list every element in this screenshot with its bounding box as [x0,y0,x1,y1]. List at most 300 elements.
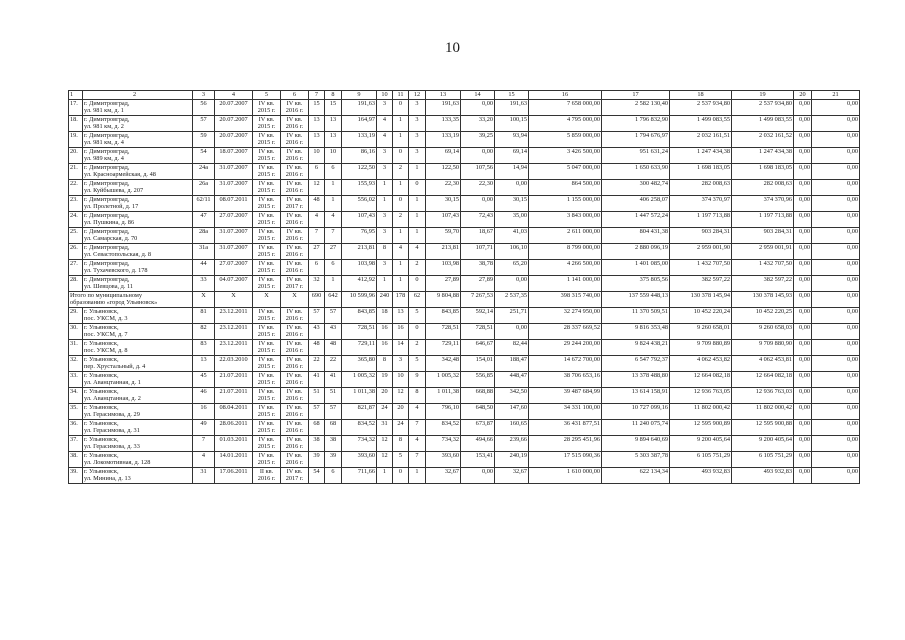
table-cell: 41 [309,372,325,388]
house-no-cell: 47 [193,212,215,228]
table-cell: 4 795 000,00 [529,116,602,132]
end-quarter-cell [281,356,309,372]
table-cell: X [215,292,253,308]
date-cell: 22.03.2010 [215,356,253,372]
house-no-cell: 46 [193,388,215,404]
table-cell: 0,00 [461,196,495,212]
table-cell: 68 [325,420,342,436]
header-cell: 10 [377,91,393,100]
cell-line: ул. Локомотивная, д. 128 [84,459,151,467]
row-number: 34. [69,388,83,404]
table-cell: 10 [393,372,409,388]
cell-line: IV кв. [286,212,303,219]
table-cell: 556,85 [461,372,495,388]
table-cell: 0,00 [495,324,529,340]
cell-line: IV кв. [258,212,275,219]
table-cell: 342,48 [426,356,461,372]
table-cell: 31 [377,420,393,436]
date-cell: 27.07.2007 [215,260,253,276]
table-cell: 494,66 [461,436,495,452]
table-cell: 2 582 130,40 [602,100,670,116]
table-cell: 9 816 353,48 [602,324,670,340]
header-cell: 19 [732,91,794,100]
table-cell: 0,00 [794,324,812,340]
cell-line: ул. Герасимова, д. 33 [84,443,140,451]
row-number: 19. [69,132,83,148]
table-cell: 1 247 434,38 [732,148,794,164]
table-row [69,244,860,260]
cell-line: ул. Пушкина, д. 86 [84,219,135,227]
table-cell: 1 005,32 [426,372,461,388]
table-cell: 0,00 [812,100,860,116]
cell-line: 2016 г. [285,395,304,403]
table-cell: 62 [409,292,426,308]
table-cell: 5 303 387,78 [602,452,670,468]
table-cell: 3 [409,116,426,132]
cell-line: 2015 г. [257,427,276,435]
cell-line: 2015 г. [257,107,276,115]
header-cell: 7 [309,91,325,100]
cell-line: г. Димитровград, [84,180,130,187]
house-no-cell: 81 [193,308,215,324]
table-cell: 154,01 [461,356,495,372]
cell-line: IV кв. [258,276,275,283]
end-quarter-cell [281,228,309,244]
table-cell: 0,00 [794,452,812,468]
table-cell: 8 [377,244,393,260]
row-number: 25. [69,228,83,244]
cell-line: пер. Хрустальный, д. 4 [84,363,146,371]
header-cell: 5 [253,91,281,100]
row-number: 30. [69,324,83,340]
cell-line: ул. Красноармейская, д. 48 [84,171,156,179]
table-cell: 1 432 707,50 [670,260,732,276]
table-cell: 1 432 707,50 [732,260,794,276]
table-cell: 0,00 [794,276,812,292]
cell-line: IV кв. [286,228,303,235]
date-cell: 31.07.2007 [215,244,253,260]
table-row [69,212,860,228]
cell-line: 2015 г. [257,251,276,259]
total-label [69,292,193,308]
cell-line: 2016 г. [285,331,304,339]
start-quarter-cell [253,148,281,164]
start-quarter-cell [253,452,281,468]
table-cell: 0 [393,148,409,164]
table-cell: 38 [325,436,342,452]
cell-line: IV кв. [286,388,303,395]
cell-line: IV кв. [286,340,303,347]
table-cell: 8 799 000,00 [529,244,602,260]
table-cell: 0 [393,100,409,116]
table-cell: 22 [309,356,325,372]
end-quarter-cell [281,420,309,436]
start-quarter-cell [253,324,281,340]
table-cell: 3 [409,100,426,116]
start-quarter-cell [253,420,281,436]
end-quarter-cell [281,132,309,148]
end-quarter-cell [281,260,309,276]
start-quarter-cell [253,116,281,132]
table-cell: 1 [393,228,409,244]
table-cell: 0,00 [794,436,812,452]
table-cell: 13 [325,116,342,132]
house-no-cell: 44 [193,260,215,276]
table-cell: 1 610 000,00 [529,468,602,484]
cell-line: 2017 г. [285,203,304,211]
cell-line: 2015 г. [257,331,276,339]
header-cell: 9 [342,91,377,100]
date-cell: 23.12.2011 [215,324,253,340]
address-cell [83,436,193,452]
row-number: 17. [69,100,83,116]
cell-line: ул. Шевцова, д. 11 [84,283,134,291]
address-cell [83,324,193,340]
table-cell: 0 [393,196,409,212]
table-row [69,180,860,196]
table-cell: 398 315 740,00 [529,292,602,308]
end-quarter-cell [281,468,309,484]
table-cell: 32,67 [495,468,529,484]
table-cell: 33,20 [461,116,495,132]
table-cell: 48 [309,340,325,356]
table-cell: 903 284,31 [732,228,794,244]
date-cell: 18.07.2007 [215,148,253,164]
table-cell: 3 [377,148,393,164]
table-cell: 0,00 [461,100,495,116]
address-cell [83,148,193,164]
table-cell: 0,00 [812,276,860,292]
table-cell: 0,00 [812,164,860,180]
table-cell: 0,00 [794,132,812,148]
table-cell: 28 337 669,52 [529,324,602,340]
table-cell: 10 599,96 [342,292,377,308]
table-cell: 24 [377,404,393,420]
table-cell: 107,43 [426,212,461,228]
header-cell: 20 [794,91,812,100]
table-cell: 375 805,56 [602,276,670,292]
start-quarter-cell [253,468,281,484]
table-cell: 9 709 880,90 [732,340,794,356]
table-cell: 0,00 [794,340,812,356]
end-quarter-cell [281,244,309,260]
table-cell: 556,02 [342,196,377,212]
table-cell: 5 047 000,00 [529,164,602,180]
cell-line: IV кв. [286,420,303,427]
table-cell: 107,43 [342,212,377,228]
cell-line: IV кв. [286,372,303,379]
house-no-cell: 33 [193,276,215,292]
cell-line: 2015 г. [257,187,276,195]
header-cell: 17 [602,91,670,100]
table-cell: 10 [309,148,325,164]
row-number: 37. [69,436,83,452]
start-quarter-cell [253,372,281,388]
table-cell: 93,94 [495,132,529,148]
table-cell: 0,00 [812,452,860,468]
table-cell: 10 452 220,24 [670,308,732,324]
cell-line: 2016 г. [257,475,276,483]
start-quarter-cell [253,340,281,356]
table-cell: 6 [309,164,325,180]
table-cell: 2 611 000,00 [529,228,602,244]
table-cell: 43 [309,324,325,340]
cell-line: г. Ульяновск, [84,372,119,379]
header-cell: 3 [193,91,215,100]
cell-line: 2016 г. [285,139,304,147]
cell-line: г. Димитровград, [84,228,130,235]
table-cell: 39,25 [461,132,495,148]
cell-line: IV кв. [258,116,275,123]
table-cell: 32,67 [426,468,461,484]
end-quarter-cell [281,116,309,132]
start-quarter-cell [253,212,281,228]
house-no-cell: 13 [193,356,215,372]
row-number: 24. [69,212,83,228]
address-cell [83,372,193,388]
cell-line: IV кв. [286,244,303,251]
table-cell: 951 631,24 [602,148,670,164]
table-cell: 39 487 684,99 [529,388,602,404]
header-cell: 13 [426,91,461,100]
cell-line: г. Димитровград, [84,196,130,203]
table-cell: 27,89 [426,276,461,292]
header-cell: 16 [529,91,602,100]
cell-line: г. Димитровград, [84,244,130,251]
table-cell: 0,00 [812,292,860,308]
row-number: 29. [69,308,83,324]
table-cell: 28 295 451,96 [529,436,602,452]
table-cell: 41,03 [495,228,529,244]
table-cell: 2 880 096,19 [602,244,670,260]
table-cell: 1 [325,180,342,196]
address-cell [83,356,193,372]
table-cell: 65,20 [495,260,529,276]
header-cell: 12 [409,91,426,100]
table-cell: 22,30 [461,180,495,196]
table-cell: 48 [309,196,325,212]
cell-line: IV кв. [286,260,303,267]
table-cell: 4 [393,244,409,260]
table-row [69,308,860,324]
address-cell [83,420,193,436]
table-cell: 48 [325,340,342,356]
table-cell: 0,00 [794,244,812,260]
table-cell: 0,00 [461,148,495,164]
table-cell: 0,00 [794,388,812,404]
end-quarter-cell [281,388,309,404]
table-cell: 7 [309,228,325,244]
table-cell: 8 [409,388,426,404]
table-cell: 0,00 [495,180,529,196]
start-quarter-cell [253,276,281,292]
cell-line: г. Димитровград, [84,212,130,219]
table-cell: 240,19 [495,452,529,468]
header-cell: 8 [325,91,342,100]
table-cell: 106,10 [495,244,529,260]
table-cell: 734,32 [342,436,377,452]
cell-line: IV кв. [258,180,275,187]
cell-line: 2015 г. [257,363,276,371]
cell-line: пос. УКСМ, д. 7 [84,331,128,339]
table-cell: 0,00 [812,468,860,484]
table-cell: 1 [377,180,393,196]
table-row [69,100,860,116]
table-row [69,372,860,388]
table-cell: 646,67 [461,340,495,356]
header-cell: 4 [215,91,253,100]
table-cell: 903 284,31 [670,228,732,244]
table-cell: 122,50 [342,164,377,180]
cell-line: образованию «город Ульяновск» [70,299,158,307]
table-cell: 1 796 832,90 [602,116,670,132]
table-cell: 493 932,83 [670,468,732,484]
table-cell: 0,00 [794,260,812,276]
table-row [69,132,860,148]
table-cell: 1 794 676,97 [602,132,670,148]
table-cell: 1 [377,196,393,212]
house-no-cell: 4 [193,452,215,468]
table-cell: 27,89 [461,276,495,292]
cell-line: 2016 г. [285,251,304,259]
table-cell: 4 062 453,81 [732,356,794,372]
cell-line: г. Ульяновск, [84,436,119,443]
start-quarter-cell [253,404,281,420]
table-cell: 2 537 934,80 [732,100,794,116]
table-cell: 365,80 [342,356,377,372]
header-cell: 21 [812,91,860,100]
table-cell: 1 [393,180,409,196]
table-row [69,468,860,484]
cell-line: 2016 г. [285,427,304,435]
table-cell: 393,60 [426,452,461,468]
table-cell: 137 559 448,13 [602,292,670,308]
row-number: 26. [69,244,83,260]
table-cell: 0,00 [794,212,812,228]
table-cell: 100,15 [495,116,529,132]
table-cell: 4 [409,404,426,420]
table-cell: 8 [377,356,393,372]
end-quarter-cell [281,324,309,340]
table-cell: 1 155 000,00 [529,196,602,212]
house-no-cell: 16 [193,404,215,420]
table-cell: 9 709 880,89 [670,340,732,356]
table-row [69,340,860,356]
row-number: 23. [69,196,83,212]
start-quarter-cell [253,356,281,372]
cell-line: 2015 г. [257,267,276,275]
table-cell: 14 672 700,00 [529,356,602,372]
table-cell: 35,00 [495,212,529,228]
table-cell: 1 [325,276,342,292]
table-cell: 0,00 [794,404,812,420]
table-cell: 0 [409,324,426,340]
table-cell: 9 894 640,69 [602,436,670,452]
table-cell: 728,51 [426,324,461,340]
table-cell: 382 597,22 [732,276,794,292]
table-cell: 1 [325,196,342,212]
header-cell: 14 [461,91,495,100]
table-row [69,420,860,436]
address-cell [83,180,193,196]
table-cell: 796,10 [426,404,461,420]
date-cell: 17.06.2011 [215,468,253,484]
table-cell: 734,32 [426,436,461,452]
table-cell: 1 447 572,24 [602,212,670,228]
table-cell: 1 [409,164,426,180]
table-cell: 1 [377,276,393,292]
start-quarter-cell [253,308,281,324]
cell-line: ул. Севастопольская, д. 8 [84,251,152,259]
table-cell: 6 [325,164,342,180]
cell-line: 2015 г. [257,379,276,387]
table-cell: 1 [377,468,393,484]
header-row [69,91,860,100]
start-quarter-cell [253,132,281,148]
table-cell: 864 500,00 [529,180,602,196]
table-cell: 2 032 161,52 [732,132,794,148]
table-cell: 13 [309,132,325,148]
table-cell: X [253,292,281,308]
table-row [69,452,860,468]
end-quarter-cell [281,180,309,196]
end-quarter-cell [281,100,309,116]
table-cell: 622 134,34 [602,468,670,484]
table-cell: 4 [309,212,325,228]
date-cell: 23.12.2011 [215,340,253,356]
cell-line: IV кв. [286,148,303,155]
table-cell: 22,30 [426,180,461,196]
table-cell: 213,81 [342,244,377,260]
table-cell: 2 959 001,90 [670,244,732,260]
header-cell: 1 [69,91,83,100]
table-cell: 0,00 [794,196,812,212]
start-quarter-cell [253,180,281,196]
address-cell [83,244,193,260]
header-cell: 6 [281,91,309,100]
table-cell: X [281,292,309,308]
table-cell: 0,00 [812,244,860,260]
cell-line: IV кв. [258,132,275,139]
table-cell: 804 431,38 [602,228,670,244]
table-cell: 5 [409,308,426,324]
cell-line: IV кв. [286,436,303,443]
table-cell: 0,00 [794,100,812,116]
table-cell: 160,65 [495,420,529,436]
table-cell: 0,00 [812,260,860,276]
address-cell [83,132,193,148]
address-cell [83,260,193,276]
cell-line: 2016 г. [285,155,304,163]
end-quarter-cell [281,340,309,356]
table-cell: 0,00 [812,356,860,372]
table-cell: 155,93 [342,180,377,196]
cell-line: г. Ульяновск, [84,404,119,411]
table-cell: 4 [409,436,426,452]
house-no-cell: 7 [193,436,215,452]
table-cell: 9 [409,372,426,388]
house-no-cell: 28а [193,228,215,244]
table-cell: 9 804,88 [426,292,461,308]
table-cell: 103,98 [342,260,377,276]
table-cell: 5 [409,356,426,372]
table-cell: 1 [393,276,409,292]
row-number: 36. [69,420,83,436]
cell-line: IV кв. [258,356,275,363]
table-cell: 27 [325,244,342,260]
header-cell: 11 [393,91,409,100]
table-row [69,276,860,292]
